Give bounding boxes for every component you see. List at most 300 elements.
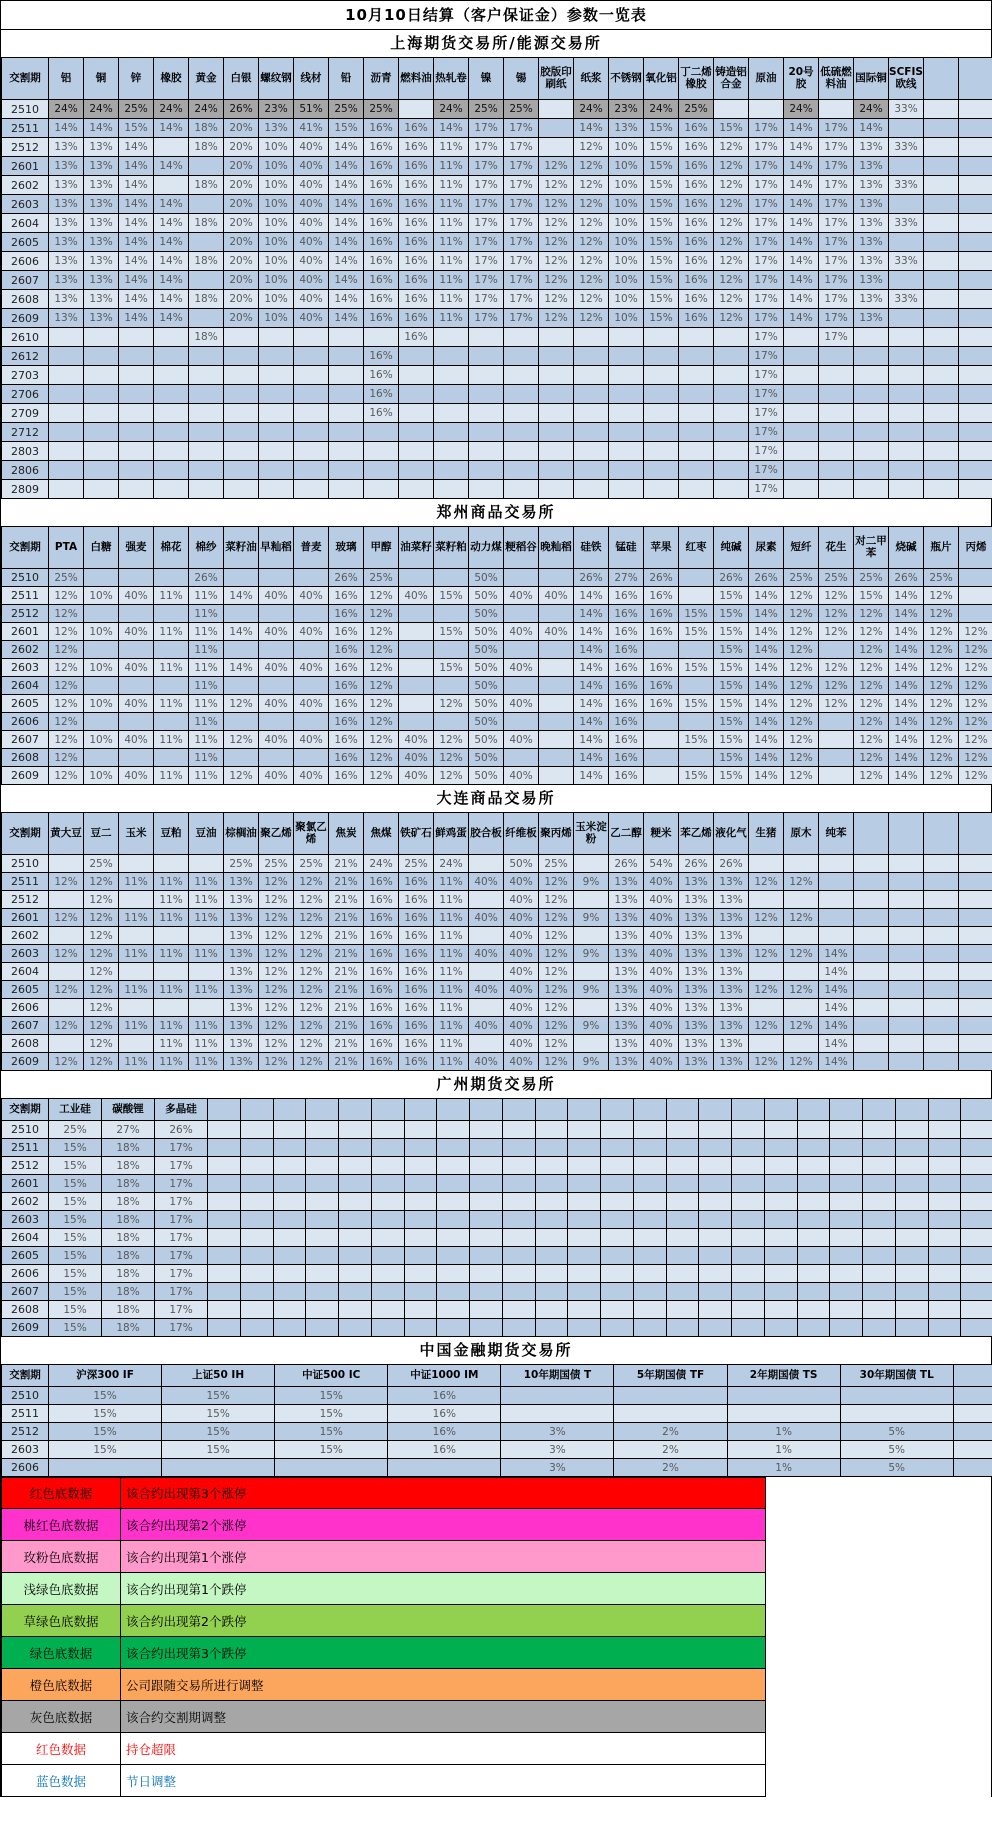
col-header: 低硫燃料油 xyxy=(819,58,854,100)
value-cell xyxy=(470,1319,503,1337)
value-cell: 16% xyxy=(399,309,434,328)
value-cell: 13% xyxy=(679,891,714,909)
value-cell: 16% xyxy=(329,587,364,605)
value-cell: 2% xyxy=(614,1441,727,1459)
value-cell xyxy=(535,1283,568,1301)
value-cell: 16% xyxy=(644,623,679,641)
value-cell xyxy=(928,1319,961,1337)
value-cell: 12% xyxy=(749,945,784,963)
value-cell: 40% xyxy=(644,981,679,999)
value-cell: 15% xyxy=(162,1423,275,1441)
value-cell xyxy=(259,641,294,659)
value-cell: 16% xyxy=(644,587,679,605)
value-cell xyxy=(895,1193,928,1211)
value-cell xyxy=(614,1387,727,1405)
value-cell: 40% xyxy=(259,623,294,641)
value-cell: 15% xyxy=(644,138,679,157)
value-cell xyxy=(854,461,889,480)
value-cell xyxy=(854,873,889,891)
value-cell xyxy=(959,138,992,157)
col-header: 焦炭 xyxy=(329,813,364,855)
value-cell xyxy=(714,347,749,366)
value-cell: 14% xyxy=(819,1053,854,1071)
value-cell: 16% xyxy=(364,1053,399,1071)
value-cell: 12% xyxy=(364,587,399,605)
value-cell: 17% xyxy=(155,1283,208,1301)
value-cell xyxy=(224,328,259,347)
table-row xyxy=(2,347,992,366)
value-cell xyxy=(364,461,399,480)
value-cell xyxy=(679,328,714,347)
col-header: 豆油 xyxy=(189,813,224,855)
value-cell: 12% xyxy=(259,873,294,891)
period-cell: 2609 xyxy=(2,1053,49,1071)
value-cell: 40% xyxy=(294,233,329,252)
value-cell: 20% xyxy=(224,233,259,252)
value-cell: 15% xyxy=(162,1387,275,1405)
value-cell xyxy=(535,1175,568,1193)
value-cell xyxy=(889,404,924,423)
col-header-empty xyxy=(854,813,889,855)
value-cell xyxy=(714,100,749,119)
value-cell xyxy=(764,1211,797,1229)
value-cell: 16% xyxy=(399,233,434,252)
value-cell xyxy=(49,480,84,499)
value-cell: 33% xyxy=(889,100,924,119)
value-cell xyxy=(434,385,469,404)
value-cell: 17% xyxy=(155,1157,208,1175)
value-cell: 12% xyxy=(259,927,294,945)
value-cell xyxy=(240,1211,273,1229)
page-title: 10月10日结算（客户保证金）参数一览表 xyxy=(1,0,991,30)
value-cell xyxy=(895,1157,928,1175)
value-cell: 40% xyxy=(504,1035,539,1053)
value-cell xyxy=(889,855,924,873)
value-cell: 17% xyxy=(469,271,504,290)
value-cell: 24% xyxy=(189,100,224,119)
value-cell xyxy=(928,1229,961,1247)
value-cell: 17% xyxy=(504,309,539,328)
legend-row xyxy=(1,1765,992,1797)
col-header: 早籼稻 xyxy=(259,527,294,569)
value-cell xyxy=(924,999,959,1017)
value-cell xyxy=(259,442,294,461)
value-cell xyxy=(154,385,189,404)
value-cell xyxy=(924,480,959,499)
value-cell xyxy=(959,1017,992,1035)
value-cell xyxy=(306,1193,339,1211)
value-cell xyxy=(469,999,504,1017)
value-cell xyxy=(399,659,434,677)
value-cell: 12% xyxy=(924,749,959,767)
value-cell xyxy=(224,569,259,587)
value-cell xyxy=(614,1405,727,1423)
value-cell: 14% xyxy=(889,587,924,605)
value-cell xyxy=(854,347,889,366)
value-cell xyxy=(84,385,119,404)
value-cell xyxy=(502,1283,535,1301)
value-cell xyxy=(732,1301,765,1319)
col-header-empty xyxy=(830,1099,863,1121)
value-cell: 12% xyxy=(749,1053,784,1071)
col-header: 铸造铝合金 xyxy=(714,58,749,100)
value-cell: 14% xyxy=(749,587,784,605)
value-cell: 12% xyxy=(819,659,854,677)
value-cell: 14% xyxy=(749,731,784,749)
value-cell xyxy=(574,366,609,385)
value-cell: 15% xyxy=(644,271,679,290)
value-cell xyxy=(339,1211,372,1229)
col-header-empty xyxy=(797,1099,830,1121)
value-cell: 17% xyxy=(469,214,504,233)
value-cell xyxy=(699,1301,732,1319)
value-cell: 15% xyxy=(714,695,749,713)
table-row xyxy=(2,1193,992,1211)
value-cell xyxy=(437,1175,470,1193)
value-cell: 18% xyxy=(102,1139,155,1157)
value-cell xyxy=(339,1139,372,1157)
value-cell: 12% xyxy=(259,909,294,927)
value-cell xyxy=(469,366,504,385)
value-cell: 14% xyxy=(749,767,784,785)
value-cell: 17% xyxy=(749,233,784,252)
value-cell: 12% xyxy=(434,767,469,785)
value-cell: 10% xyxy=(259,176,294,195)
value-cell xyxy=(764,1175,797,1193)
table-row xyxy=(2,461,992,480)
value-cell xyxy=(470,1229,503,1247)
value-cell xyxy=(568,1139,601,1157)
value-cell: 13% xyxy=(679,873,714,891)
value-cell: 12% xyxy=(224,695,259,713)
value-cell: 13% xyxy=(224,891,259,909)
value-cell: 15% xyxy=(679,659,714,677)
value-cell: 12% xyxy=(924,695,959,713)
value-cell xyxy=(469,423,504,442)
value-cell: 14% xyxy=(819,963,854,981)
value-cell: 11% xyxy=(189,587,224,605)
value-cell: 12% xyxy=(854,623,889,641)
value-cell: 13% xyxy=(679,1053,714,1071)
value-cell xyxy=(699,1211,732,1229)
period-cell: 2511 xyxy=(2,119,49,138)
value-cell xyxy=(469,328,504,347)
col-header-period: 交割期 xyxy=(2,1365,49,1387)
value-cell xyxy=(224,713,259,731)
value-cell xyxy=(819,767,854,785)
value-cell xyxy=(959,873,992,891)
value-cell xyxy=(644,749,679,767)
value-cell xyxy=(208,1211,241,1229)
value-cell: 12% xyxy=(434,695,469,713)
table-row xyxy=(2,100,992,119)
period-cell: 2806 xyxy=(2,461,49,480)
value-cell: 40% xyxy=(504,909,539,927)
value-cell: 17% xyxy=(504,214,539,233)
value-cell xyxy=(119,855,154,873)
value-cell xyxy=(749,999,784,1017)
value-cell: 20% xyxy=(224,119,259,138)
value-cell: 17% xyxy=(749,347,784,366)
value-cell: 25% xyxy=(539,855,574,873)
value-cell: 17% xyxy=(819,271,854,290)
value-cell xyxy=(924,309,959,328)
value-cell: 24% xyxy=(364,855,399,873)
value-cell: 12% xyxy=(819,623,854,641)
legend-row xyxy=(1,1573,992,1605)
col-header: 普麦 xyxy=(294,527,329,569)
value-cell: 16% xyxy=(399,963,434,981)
value-cell xyxy=(764,1193,797,1211)
value-cell: 14% xyxy=(749,695,784,713)
value-cell: 25% xyxy=(469,100,504,119)
value-cell: 17% xyxy=(819,138,854,157)
period-cell: 2609 xyxy=(2,1319,49,1337)
value-cell xyxy=(679,461,714,480)
table-row xyxy=(2,1319,992,1337)
value-cell xyxy=(273,1157,306,1175)
period-cell: 2603 xyxy=(2,659,49,677)
value-cell: 26% xyxy=(749,569,784,587)
value-cell xyxy=(154,927,189,945)
value-cell xyxy=(470,1301,503,1319)
value-cell xyxy=(329,366,364,385)
value-cell xyxy=(119,423,154,442)
value-cell: 16% xyxy=(644,695,679,713)
value-cell xyxy=(504,569,539,587)
value-cell xyxy=(240,1229,273,1247)
value-cell: 12% xyxy=(294,909,329,927)
value-cell xyxy=(437,1157,470,1175)
value-cell: 13% xyxy=(609,1017,644,1035)
value-cell: 17% xyxy=(749,442,784,461)
value-cell xyxy=(784,423,819,442)
value-cell xyxy=(208,1247,241,1265)
period-cell: 2607 xyxy=(2,271,49,290)
value-cell: 12% xyxy=(959,731,992,749)
legend-row xyxy=(1,1477,992,1509)
table-row xyxy=(2,767,992,785)
value-cell: 40% xyxy=(504,999,539,1017)
value-cell: 14% xyxy=(224,659,259,677)
value-cell xyxy=(119,891,154,909)
table-row xyxy=(2,873,992,891)
value-cell: 15% xyxy=(644,176,679,195)
value-cell xyxy=(959,605,992,623)
value-cell: 14% xyxy=(434,119,469,138)
value-cell: 12% xyxy=(959,713,992,731)
value-cell: 14% xyxy=(154,290,189,309)
value-cell xyxy=(953,1405,992,1423)
value-cell: 10% xyxy=(609,271,644,290)
value-cell xyxy=(928,1247,961,1265)
value-cell: 12% xyxy=(84,981,119,999)
value-cell: 11% xyxy=(434,1017,469,1035)
table-row xyxy=(2,138,992,157)
value-cell: 40% xyxy=(504,695,539,713)
value-cell xyxy=(924,100,959,119)
col-header: 动力煤 xyxy=(469,527,504,569)
value-cell xyxy=(154,404,189,423)
col-header: 上证50 IH xyxy=(162,1365,275,1387)
value-cell xyxy=(784,385,819,404)
value-cell: 11% xyxy=(154,587,189,605)
value-cell xyxy=(727,1405,840,1423)
value-cell xyxy=(854,404,889,423)
value-cell: 14% xyxy=(154,252,189,271)
value-cell: 17% xyxy=(819,252,854,271)
value-cell xyxy=(539,605,574,623)
value-cell: 16% xyxy=(679,176,714,195)
value-cell xyxy=(504,347,539,366)
value-cell: 12% xyxy=(784,945,819,963)
value-cell: 12% xyxy=(49,641,84,659)
value-cell xyxy=(240,1301,273,1319)
value-cell: 17% xyxy=(504,119,539,138)
value-cell xyxy=(84,347,119,366)
value-cell xyxy=(162,1459,275,1477)
value-cell xyxy=(189,480,224,499)
value-cell xyxy=(371,1247,404,1265)
value-cell xyxy=(863,1139,896,1157)
value-cell xyxy=(189,423,224,442)
value-cell xyxy=(224,480,259,499)
value-cell: 17% xyxy=(749,119,784,138)
value-cell xyxy=(928,1157,961,1175)
col-header-empty xyxy=(889,813,924,855)
legend-description: 节日调整 xyxy=(121,1765,766,1797)
value-cell: 16% xyxy=(364,214,399,233)
value-cell xyxy=(502,1247,535,1265)
value-cell xyxy=(699,1319,732,1337)
section-title-shfe: 上海期货交易所/能源交易所 xyxy=(1,30,991,57)
table-row xyxy=(2,480,992,499)
value-cell xyxy=(644,442,679,461)
value-cell: 12% xyxy=(294,891,329,909)
value-cell xyxy=(568,1319,601,1337)
value-cell xyxy=(399,695,434,713)
value-cell xyxy=(208,1121,241,1139)
value-cell xyxy=(961,1193,992,1211)
value-cell xyxy=(895,1211,928,1229)
value-cell xyxy=(535,1319,568,1337)
value-cell xyxy=(764,1319,797,1337)
value-cell xyxy=(574,347,609,366)
value-cell: 12% xyxy=(49,731,84,749)
value-cell: 13% xyxy=(49,138,84,157)
value-cell xyxy=(434,442,469,461)
value-cell xyxy=(924,981,959,999)
value-cell xyxy=(502,1319,535,1337)
value-cell: 5% xyxy=(840,1423,953,1441)
value-cell xyxy=(273,1193,306,1211)
value-cell: 13% xyxy=(49,290,84,309)
value-cell: 26% xyxy=(574,569,609,587)
col-header: 碳酸锂 xyxy=(102,1099,155,1121)
table-row xyxy=(2,290,992,309)
value-cell xyxy=(601,1121,634,1139)
value-cell xyxy=(306,1211,339,1229)
value-cell xyxy=(470,1139,503,1157)
value-cell xyxy=(364,328,399,347)
value-cell: 16% xyxy=(399,873,434,891)
value-cell: 14% xyxy=(784,119,819,138)
value-cell xyxy=(840,1405,953,1423)
value-cell: 12% xyxy=(49,981,84,999)
value-cell xyxy=(959,157,992,176)
table-shfe xyxy=(1,57,992,499)
value-cell: 12% xyxy=(224,731,259,749)
value-cell: 40% xyxy=(294,214,329,233)
value-cell xyxy=(784,480,819,499)
value-cell xyxy=(609,423,644,442)
col-header-empty xyxy=(633,1099,666,1121)
table-row xyxy=(2,252,992,271)
value-cell: 14% xyxy=(154,309,189,328)
value-cell: 25% xyxy=(819,569,854,587)
legend-label: 玫粉色底数据 xyxy=(1,1541,121,1573)
value-cell: 16% xyxy=(364,1017,399,1035)
value-cell: 12% xyxy=(49,749,84,767)
value-cell xyxy=(854,855,889,873)
col-header: 棕榈油 xyxy=(224,813,259,855)
value-cell: 12% xyxy=(434,731,469,749)
value-cell: 17% xyxy=(504,233,539,252)
value-cell: 12% xyxy=(959,749,992,767)
value-cell xyxy=(437,1121,470,1139)
value-cell xyxy=(889,963,924,981)
value-cell: 12% xyxy=(574,252,609,271)
value-cell xyxy=(259,480,294,499)
col-header: 粳稻谷 xyxy=(504,527,539,569)
value-cell xyxy=(924,909,959,927)
value-cell xyxy=(539,119,574,138)
table-row xyxy=(2,1053,992,1071)
value-cell xyxy=(797,1301,830,1319)
value-cell: 5% xyxy=(840,1441,953,1459)
value-cell: 15% xyxy=(49,1175,102,1193)
value-cell: 14% xyxy=(119,290,154,309)
col-header: 纯苯 xyxy=(819,813,854,855)
legend-description: 该合约出现第3个涨停 xyxy=(121,1477,766,1509)
value-cell xyxy=(294,677,329,695)
value-cell xyxy=(339,1175,372,1193)
value-cell: 33% xyxy=(889,290,924,309)
value-cell: 13% xyxy=(854,309,889,328)
value-cell: 40% xyxy=(399,587,434,605)
table-row xyxy=(2,981,992,999)
table-row xyxy=(2,233,992,252)
value-cell xyxy=(119,442,154,461)
period-cell: 2606 xyxy=(2,713,49,731)
value-cell xyxy=(819,347,854,366)
value-cell: 14% xyxy=(154,214,189,233)
value-cell xyxy=(749,855,784,873)
value-cell: 16% xyxy=(364,157,399,176)
value-cell: 17% xyxy=(819,290,854,309)
table-row xyxy=(2,1405,992,1423)
value-cell: 13% xyxy=(84,195,119,214)
value-cell xyxy=(504,641,539,659)
value-cell xyxy=(830,1283,863,1301)
col-header-empty xyxy=(437,1099,470,1121)
value-cell: 16% xyxy=(609,677,644,695)
value-cell xyxy=(399,461,434,480)
value-cell xyxy=(699,1283,732,1301)
value-cell: 15% xyxy=(49,1265,102,1283)
value-cell xyxy=(924,366,959,385)
value-cell: 14% xyxy=(119,252,154,271)
